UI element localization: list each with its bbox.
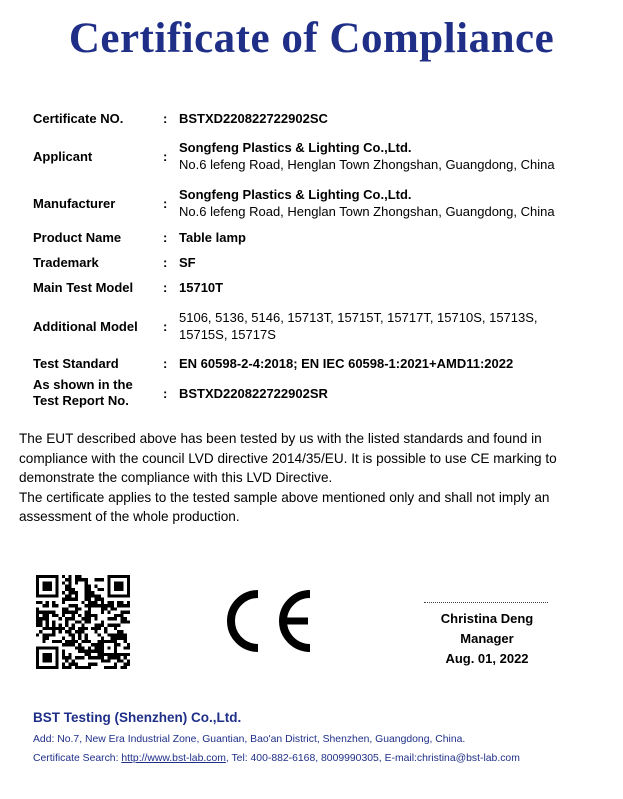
field-label: Additional Model	[33, 319, 138, 334]
field-colon: :	[163, 280, 168, 295]
qr-code-icon	[36, 575, 130, 669]
certificate-date: Aug. 01, 2022	[445, 651, 529, 666]
website-link[interactable]: http://www.bst-lab.com	[121, 753, 226, 764]
field-label: Applicant	[33, 149, 93, 164]
statement-paragraph-2: The certificate applies to the tested sample above mentioned only and shall not imply an assessment of the whole production.	[19, 489, 550, 524]
field-colon: :	[163, 255, 168, 270]
statement-paragraph-1: The EUT described above has been tested by us with the listed standards and found in compliance with the council LVD directive 2014/35/EU. It is possible to use CE marking to demonstrate the compliance with this LVD Directive.	[19, 431, 557, 485]
field-colon: :	[163, 196, 168, 211]
field-label: Trademark	[33, 255, 99, 270]
field-label: Manufacturer	[33, 196, 116, 211]
signatory-title: Manager	[460, 631, 514, 646]
certificate-title: Certificate of Compliance	[68, 15, 555, 62]
field-colon: :	[163, 149, 168, 164]
applicant-address: No.6 lefeng Road, Henglan Town Zhongshan, Guangdong, China	[179, 157, 555, 172]
field-label-line2: Test Report No.	[33, 393, 129, 408]
main-test-model: 15710T	[179, 280, 224, 295]
applicant-name: Songfeng Plastics & Lighting Co.,Ltd.	[179, 140, 412, 155]
field-colon: :	[163, 356, 168, 371]
ce-mark-icon	[218, 588, 318, 654]
product-name: Table lamp	[179, 230, 246, 245]
signatory-name: Christina Deng	[440, 611, 534, 626]
manufacturer-name: Songfeng Plastics & Lighting Co.,Ltd.	[179, 187, 412, 202]
certificate-search	[33, 753, 520, 764]
field-label: Product Name	[33, 230, 122, 245]
contact-info: , Tel: 400-882-6168, 8009990305, E-mail:christina@bst-lab.com	[225, 753, 520, 764]
issuer-company: BST Testing (Shenzhen) Co.,Ltd.	[33, 710, 242, 725]
test-standard: EN 60598-2-4:2018; EN IEC 60598-1:2021+AMD11:2022	[179, 356, 514, 371]
field-label: Test Standard	[33, 356, 119, 371]
certificate-number: BSTXD220822722902SC	[179, 111, 328, 126]
additional-models: 5106, 5136, 5146, 15713T, 15715T, 15717T, 15710S, 15713S, 15715S, 15717S	[179, 310, 538, 342]
field-label: Main Test Model	[33, 280, 134, 295]
field-colon: :	[163, 111, 168, 126]
field-colon: :	[163, 230, 168, 245]
search-label: Certificate Search:	[33, 753, 122, 764]
issuer-address: Add: No.7, New Era Industrial Zone, Guantian, Bao'an District, Shenzhen, Guangdong, China.	[33, 734, 466, 745]
field-label-line1: As shown in the	[33, 377, 133, 392]
manufacturer-address: No.6 lefeng Road, Henglan Town Zhongshan, Guangdong, China	[179, 204, 555, 219]
trademark: SF	[179, 255, 196, 270]
field-colon: :	[163, 386, 168, 401]
test-report-number: BSTXD220822722902SR	[179, 386, 328, 401]
statement	[19, 429, 609, 527]
field-label: Certificate NO.	[33, 111, 124, 126]
signature-line	[424, 602, 548, 603]
field-colon: :	[163, 319, 168, 334]
